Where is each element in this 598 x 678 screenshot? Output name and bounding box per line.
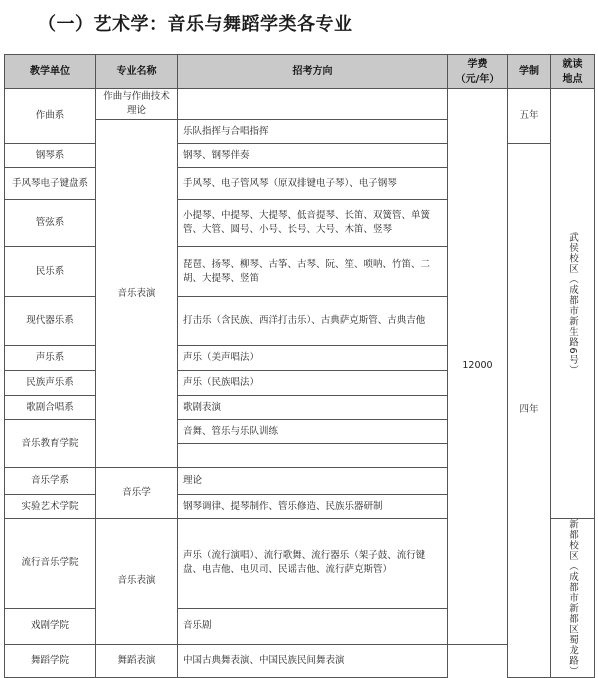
unit-cell: 管弦系 <box>5 200 96 247</box>
unit-cell: 流行音乐学院 <box>5 519 96 609</box>
header-location: 就读 地点 <box>551 55 595 89</box>
direction-cell: 打击乐（含民族、西洋打击乐）、古典萨克斯管、古典吉他 <box>178 297 448 346</box>
location-xindu: 新都校区（成都市新都区蜀龙路） <box>567 519 578 677</box>
unit-cell: 实验艺术学院 <box>5 495 96 519</box>
major-cell: 音乐表演 <box>96 120 178 468</box>
unit-cell: 手风琴电子键盘系 <box>5 168 96 200</box>
direction-cell: 理论 <box>178 468 448 495</box>
direction-cell: 音乐剧 <box>178 608 448 644</box>
direction-cell: 钢琴调律、提琴制作、管乐修造、民族乐器研制 <box>178 495 448 519</box>
direction-cell: 手风琴、电子管风琴（原双排键电子琴）、电子钢琴 <box>178 168 448 200</box>
fee-cell: 12000 <box>448 89 508 645</box>
years-cell: 五年 <box>508 89 551 144</box>
major-cell: 音乐学 <box>96 468 178 519</box>
header-row <box>5 55 595 89</box>
direction-cell: 音舞、管乐与乐队训练 <box>178 420 448 444</box>
location-cell-xindu <box>551 519 595 678</box>
major-cell: 作曲与作曲技术理论 <box>96 89 178 120</box>
direction-cell: 钢琴、钢琴伴奏 <box>178 144 448 168</box>
unit-cell: 钢琴系 <box>5 144 96 168</box>
unit-cell: 声乐系 <box>5 346 96 371</box>
unit-cell: 音乐学系 <box>5 468 96 495</box>
unit-cell: 歌剧合唱系 <box>5 396 96 420</box>
years-cell: 四年 <box>508 144 551 678</box>
direction-cell: 声乐（流行演唱）、流行歌舞、流行器乐（架子鼓、流行键盘、电吉他、电贝司、民谣吉他、流行萨克斯管） <box>178 519 448 609</box>
direction-cell: 小提琴、中提琴、大提琴、低音提琴、长笛、双簧管、单簧管、大管、圆号、小号、长号、大号、木笛、竖琴 <box>178 200 448 247</box>
header-major: 专业名称 <box>96 55 178 89</box>
location-cell-wuhou <box>551 89 595 519</box>
major-cell: 音乐表演 <box>96 519 178 645</box>
unit-cell: 舞蹈学院 <box>5 644 96 677</box>
unit-cell: 作曲系 <box>5 89 96 144</box>
table-row <box>5 89 595 120</box>
direction-cell: 琵琶、扬琴、柳琴、古筝、古琴、阮、笙、唢呐、竹笛、二胡、大提琴、竖笛 <box>178 247 448 297</box>
unit-cell: 现代器乐系 <box>5 297 96 346</box>
header-direction: 招考方向 <box>178 55 448 89</box>
major-cell: 舞蹈表演 <box>96 644 178 677</box>
header-years: 学制 <box>508 55 551 89</box>
direction-cell: 歌剧表演 <box>178 396 448 420</box>
direction-cell: 声乐（美声唱法） <box>178 346 448 371</box>
unit-cell: 音乐教育学院 <box>5 420 96 468</box>
page-title: （一）艺术学：音乐与舞蹈学类各专业 <box>38 14 353 35</box>
unit-cell: 戏剧学院 <box>5 608 96 644</box>
header-fee: 学费 （元/年） <box>448 55 508 89</box>
direction-cell: 声乐（民族唱法） <box>178 371 448 396</box>
direction-cell: 乐队指挥与合唱指挥 <box>178 120 448 144</box>
direction-cell: 中国古典舞表演、中国民族民间舞表演 <box>178 644 448 677</box>
unit-cell: 民族声乐系 <box>5 371 96 396</box>
table-row <box>5 644 595 677</box>
unit-cell: 民乐系 <box>5 247 96 297</box>
direction-cell <box>178 89 448 120</box>
location-wuhou: 武侯校区（成都市新生路6号） <box>567 231 578 376</box>
majors-table <box>4 54 595 678</box>
direction-cell <box>178 444 448 468</box>
header-unit: 教学单位 <box>5 55 96 89</box>
